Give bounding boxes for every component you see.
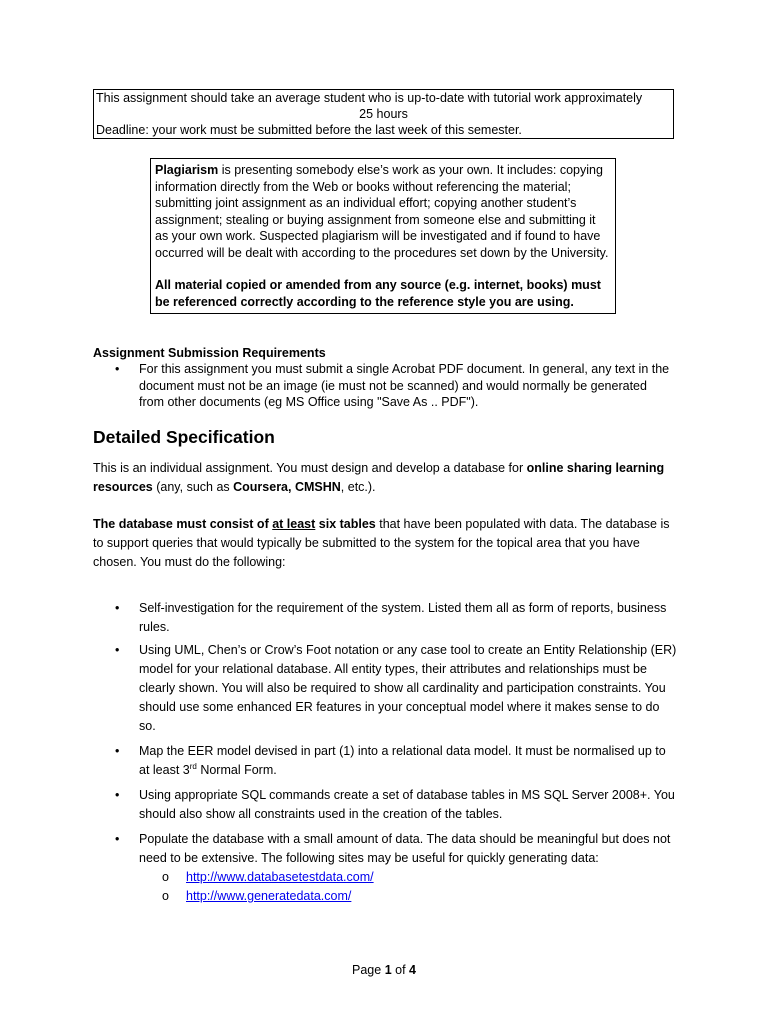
task-item-5	[93, 830, 678, 906]
intro-examples: Coursera, CMSHN	[233, 480, 341, 494]
intro-text-3: , etc.).	[340, 480, 376, 494]
intro-text: This is an individual assignment. You must design and develop a database for	[93, 461, 527, 475]
req-six-tables: six tables	[315, 517, 376, 531]
page-label: Page	[352, 963, 385, 977]
req-bold-1: The database must consist of	[93, 517, 273, 531]
page-of-label: of	[391, 963, 410, 977]
data-site-links	[139, 868, 678, 906]
task-3-text-end: Normal Form.	[196, 763, 277, 777]
submission-requirements	[93, 361, 673, 411]
task-5-text: • Populate the database with a small amount of data. The data should be meaningful but does not need to be extensive. The following sites may be useful for quickly generating data:	[139, 832, 671, 865]
link-item	[139, 887, 678, 906]
deadline-line: Deadline: your work must be submitted before the last week of this semester.	[96, 123, 522, 137]
workload-notice-box	[93, 89, 674, 139]
workload-hours: 25 hours	[359, 107, 408, 121]
plagiarism-notice-box	[150, 158, 616, 314]
task-item-4: • Using appropriate SQL commands create a set of database tables in MS SQL Server 2008+. You should also show all constraints used in the creation of the tables.	[93, 786, 678, 824]
page-footer	[0, 962, 768, 979]
task-item-1: • Self-investigation for the requirement of the system. Listed them all as form of reports, business rules.	[93, 599, 678, 637]
task-item-3	[93, 742, 678, 780]
page-number: 1	[384, 963, 392, 977]
plagiarism-term: Plagiarism	[155, 163, 219, 177]
spec-requirements-paragraph	[93, 515, 678, 572]
task-3-superscript: rd	[189, 761, 197, 771]
spec-heading: Detailed Specification	[93, 427, 275, 447]
page-total: 4	[409, 963, 416, 977]
plagiarism-paragraph	[155, 162, 611, 261]
workload-line: This assignment should take an average student who is up-to-date with tutorial work approximately	[96, 91, 643, 105]
submission-heading: Assignment Submission Requirements	[93, 346, 326, 360]
intro-topic: online sharing learning resources	[93, 461, 665, 494]
task-list	[93, 599, 678, 906]
databasetestdata-link[interactable]: http://www.databasetestdata.com/	[186, 870, 374, 884]
spec-intro-paragraph	[93, 459, 678, 497]
task-3-text: Map the EER model devised in part (1) into a relational data model. It must be normalised up to at least 3	[139, 744, 666, 777]
generatedata-link[interactable]: http://www.generatedata.com/	[186, 889, 352, 903]
intro-text-2: (any, such as	[152, 480, 234, 494]
req-at-least: at least	[272, 517, 316, 531]
req-text: that have been populated with data. The database is to support queries that would typically be submitted to the system for the topical area that you have chosen. You must do the following:	[93, 517, 670, 569]
referencing-warning: All material copied or amended from any source (e.g. internet, books) must be referenced correctly according to the reference style you are using.	[155, 278, 601, 309]
submission-item: • For this assignment you must submit a single Acrobat PDF document. In general, any text in the document must not be an image (ie must not be scanned) and would normally be generated from other documents (eg MS Office using "Save As .. PDF").	[93, 361, 673, 411]
task-item-2: • Using UML, Chen’s or Crow’s Foot notation or any case tool to create an Entity Relationship (ER) model for your relational database. All entity types, their attributes and relationships must be clearly shown. You will also be required to show all cardinality and participation constraints. You should use some enhanced ER features in your conceptual model where it makes sense to do so.	[93, 641, 678, 736]
link-item	[139, 868, 678, 887]
plagiarism-text: is presenting somebody else’s work as your own. It includes: copying information directly from the Web or books without referencing the material; submitting joint assignment as an individual effort; copying another student’s assignment; stealing or buying assignment from someone else and submitting it as your own work. Suspected plagiarism will be investigated and if found to have occurred will be dealt with according to the procedures set down by the University.	[155, 163, 609, 260]
